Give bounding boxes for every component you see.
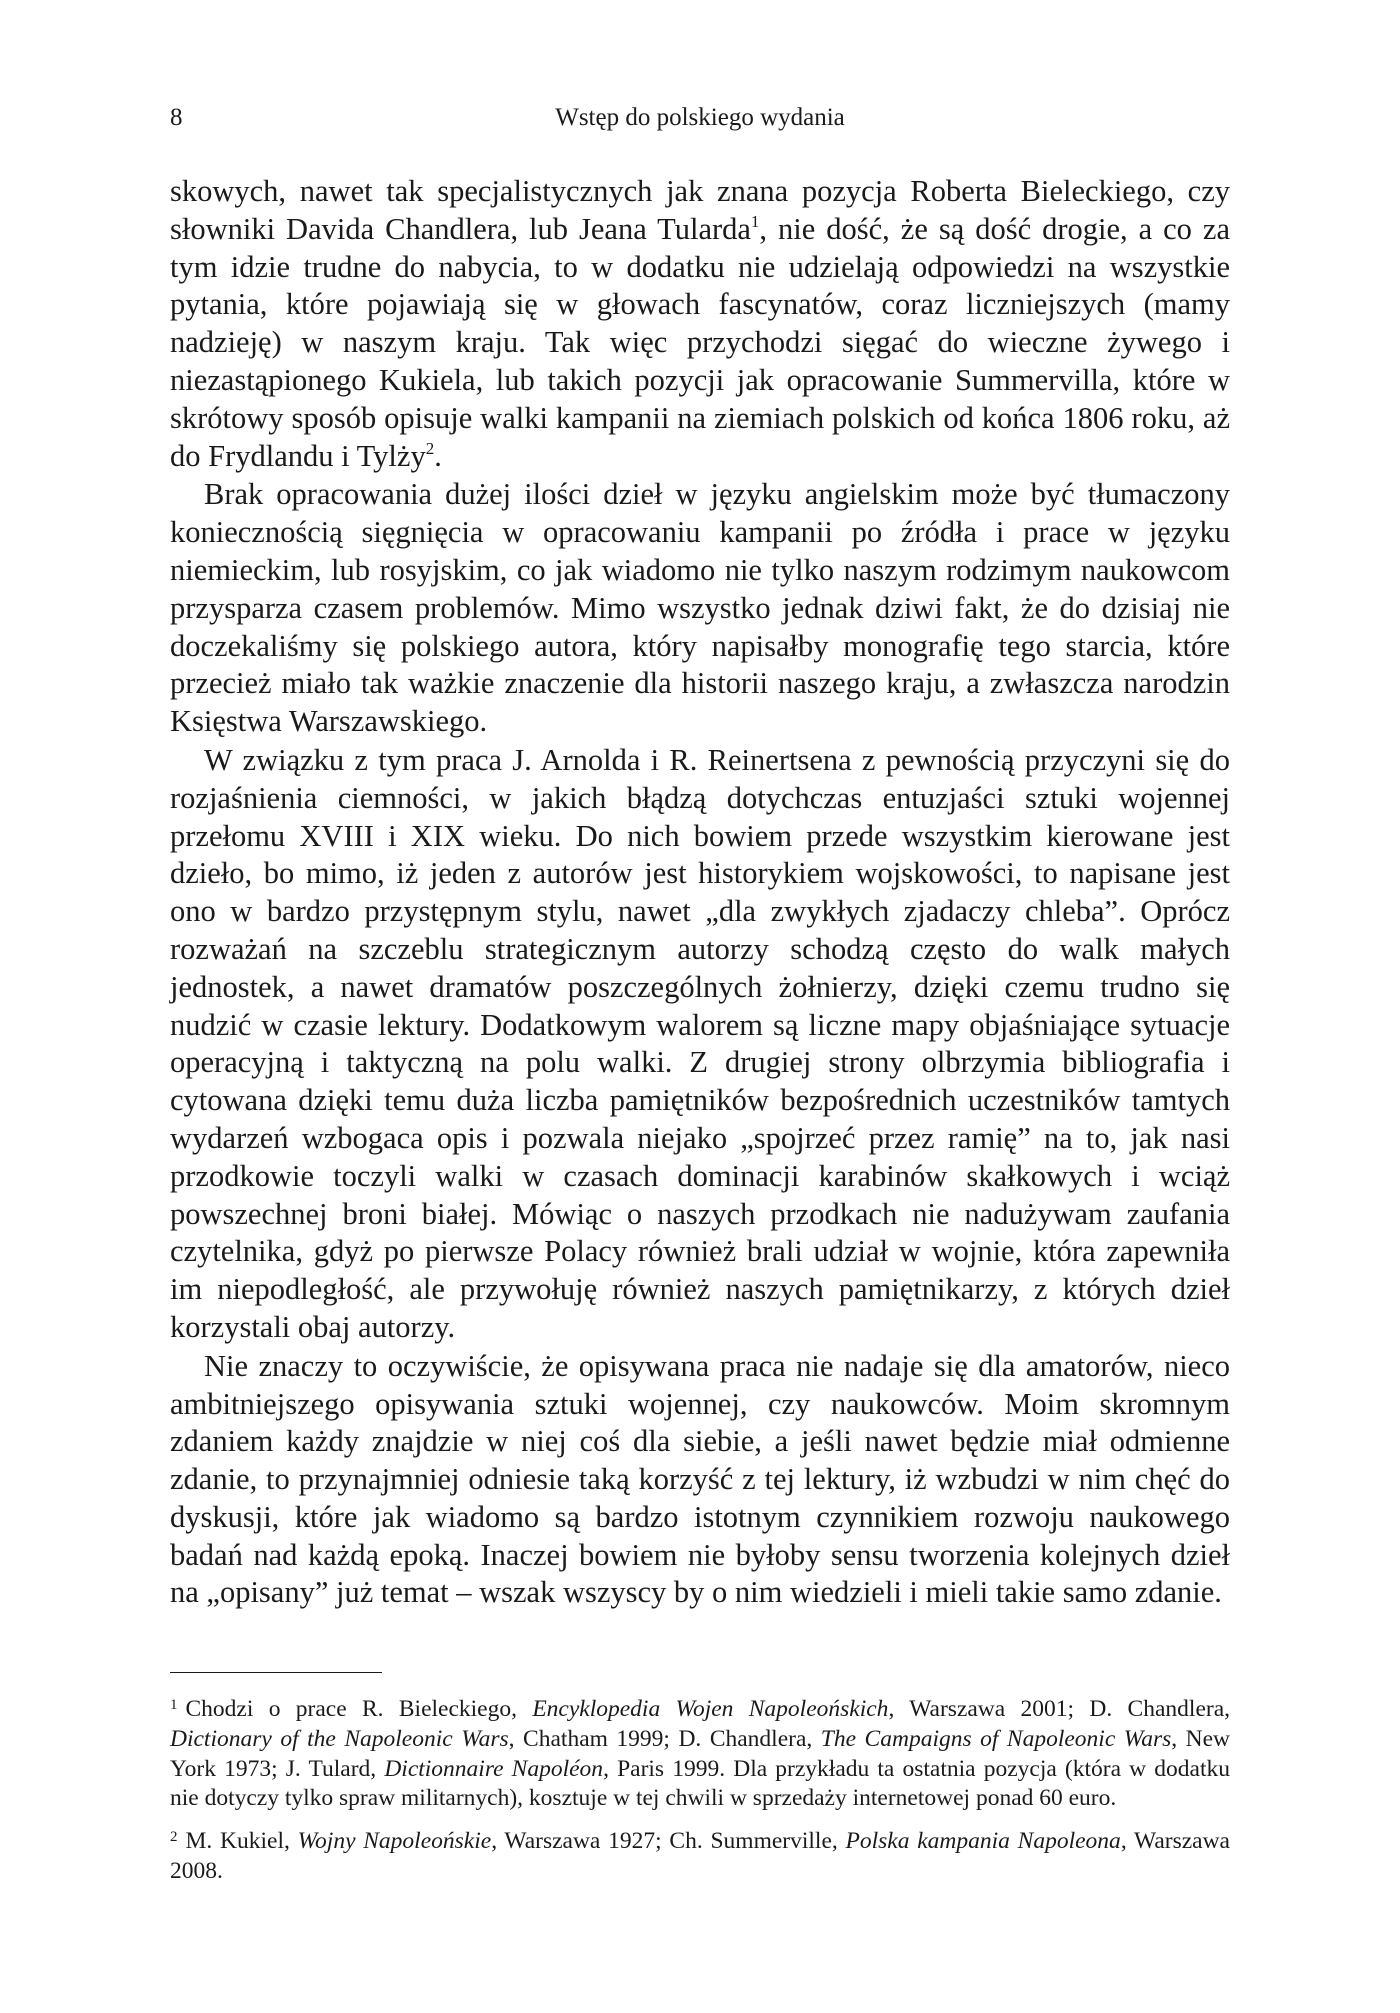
footnote-divider	[170, 1672, 382, 1673]
footnote-number: 1	[170, 1697, 178, 1713]
paragraph-3: W związku z tym praca J. Arnolda i R. Reinertsena z pewnością przyczyni się do rozjaśnienia ciemności, w jakich błądzą dotychczas entuzjaści sztuki wojennej przełomu XVIII i XIX wieku. Do nich bowiem przede wszystkim kierowane jest dzieło, bo mimo, iż jeden z autorów jest historykiem wojskowości, to napisane jest ono w bardzo przystępnym stylu, nawet „dla zwykłych zjadaczy chleba”. Oprócz rozważań na szczeblu strategicznym autorzy schodzą często do walk małych jednostek, a nawet dramatów poszczególnych żołnierzy, dzięki czemu trudno się nudzić w czasie lektury. Dodatkowym walorem są liczne mapy objaśniające sytuacje operacyjną i taktyczną na polu walki. Z drugiej strony olbrzymia bibliografia i cytowana dzięki temu duża liczba pamiętników bezpośrednich uczestników tamtych wydarzeń wzbogaca opis i pozwala niejako „spojrzeć przez ramię” na to, jak nasi przodkowie toczyli walki w czasach dominacji karabinów skałkowych i wciąż powszechnej broni białej. Mówiąc o naszych przodkach nie nadużywam zaufania czytelnika, gdyż po pierwsze Polacy również brali udział w wojnie, która zapewniła im niepodległość, ale przywołuję również naszych pamiętnikarzy, z których dzieł korzystali obaj autorzy.	[170, 742, 1230, 1344]
footnote-2	[170, 1823, 1230, 1887]
footnotes	[170, 1691, 1230, 1896]
page-number: 8	[170, 104, 183, 131]
footnote-text: , Chatham 1999; D. Chandlera,	[508, 1725, 821, 1752]
footnote-ref-1: 1	[750, 211, 760, 231]
paragraph-1-text-c: .	[434, 438, 442, 473]
footnote-ref-2: 2	[425, 438, 435, 458]
paragraph-4: Nie znaczy to oczywiście, że opisywana praca nie nadaje się dla amatorów, nieco ambitniejszego opisywania sztuki wojennej, czy naukowców. Moim skromnym zdaniem każdy znajdzie w niej coś dla siebie, a jeśli nawet będzie miał odmienne zdanie, to przynajmniej odniesie taką korzyść z tej lektury, iż wzbudzi w nim chęć do dyskusji, które jak wiadomo są bardzo istotnym czynnikiem rozwoju naukowego badań nad każdą epoką. Inaczej bowiem nie byłoby sensu tworzenia kolejnych dzieł na „opisany” już temat – wszak wszyscy by o nim wiedzieli i mieli takie samo zdanie.	[170, 1348, 1230, 1610]
footnote-text: Chodzi o prace R. Bieleckiego,	[185, 1696, 533, 1722]
footnote-number: 2	[170, 1829, 178, 1846]
paragraph-1-text-a: skowych, nawet tak specjalistycznych jak znana pozycja Roberta Bieleckiego, czy słowniki Davida Chandlera, lub Jeana Tularda	[170, 174, 1230, 246]
book-title: Wojny Napoleońskie	[297, 1828, 492, 1855]
footnote-text: , Paris 1999. Dla przykładu ta ostatnia pozycja (która w dodatku nie dotyczy tylko spraw militarnych), kosztuje w tej chwili w sprzedaży internetowej ponad 60 euro.	[170, 1755, 1230, 1812]
book-title: The Campaigns of Napoleonic Wars	[820, 1725, 1172, 1752]
footnote-text: , Warszawa 2001; D. Chandlera,	[888, 1696, 1230, 1722]
book-title: Polska kampania Napoleona	[845, 1828, 1121, 1855]
paragraph-1-text-b: , nie dość, że są dość drogie, a co za tym idzie trudne do nabycia, to w dodatku nie udzielają odpowiedzi na wszystkie pytania, które pojawiają się w głowach fascynatów, coraz liczniejszych (mamy nadzieję) w naszym kraju. Tak więc przychodzi sięgać do wieczne żywego i niezastąpionego Kukiela, lub takich pozycji jak opracowanie Summervilla, które w skrótowy sposób opisuje walki kampanii na ziemiach polskich od końca 1806 roku, aż do Frydlandu i Tylży	[170, 211, 1230, 473]
book-title: Encyklopedia Wojen Napoleońskich	[532, 1696, 889, 1722]
book-title: Dictionnaire Napoléon	[384, 1755, 604, 1782]
book-title: Dictionary of the Napoleonic Wars	[170, 1725, 509, 1752]
main-text	[170, 173, 1230, 1612]
footnote-text: M. Kukiel,	[185, 1828, 298, 1855]
running-head	[170, 104, 1230, 136]
footnote-1	[170, 1691, 1230, 1814]
paragraph-2: Brak opracowania dużej ilości dzieł w języku angielskim może być tłumaczony koniecznością sięgnięcia w opracowaniu kampanii po źródła i prace w języku niemieckim, lub rosyjskim, co jak wiadomo nie tylko naszym rodzimym naukowcom przysparza czasem problemów. Mimo wszystko jednak dziwi fakt, że do dzisiaj nie doczekaliśmy się polskiego autora, który napisałby monografię tego starcia, które przecież miało tak ważkie znaczenie dla historii naszego kraju, a zwłaszcza narodzin Księstwa Warszawskiego.	[170, 477, 1230, 739]
footnote-text: , Warszawa 1927; Ch. Summerville,	[491, 1828, 846, 1855]
running-title: Wstęp do polskiego wydania	[555, 104, 845, 131]
paragraph-1	[170, 173, 1230, 475]
footnote-text: , New York 1973; J. Tulard,	[170, 1725, 1231, 1782]
footnote-text: , Warszawa 2008.	[170, 1828, 1230, 1884]
